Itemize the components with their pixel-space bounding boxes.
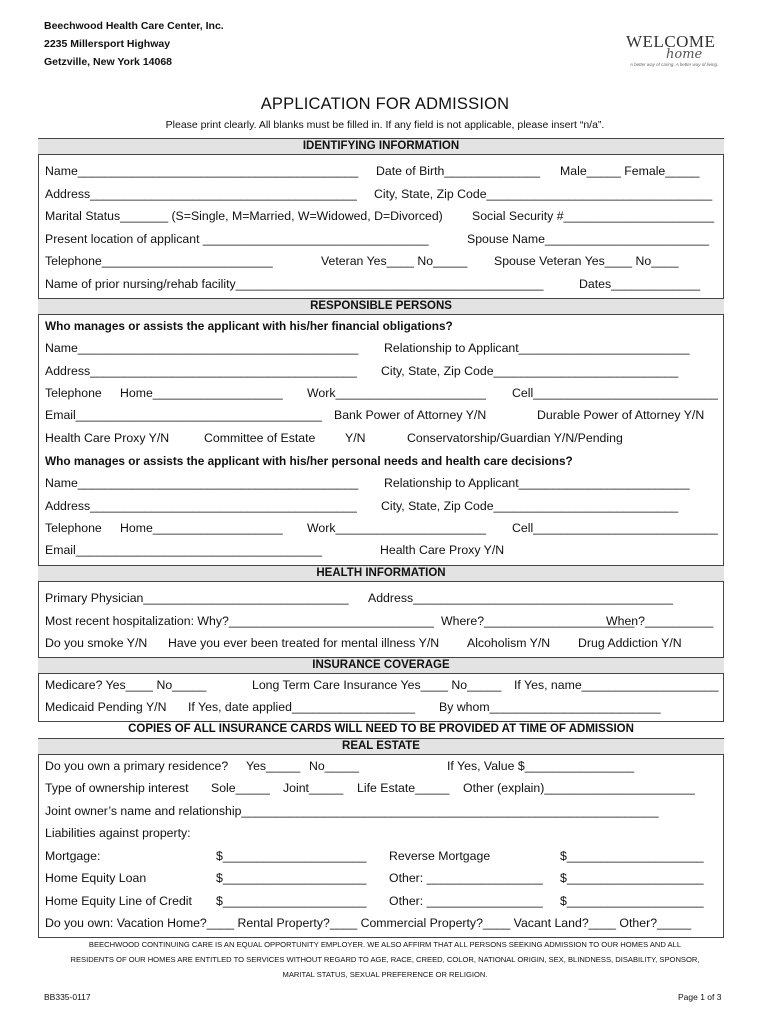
financial-home-phone-field[interactable]: Home___________________ — [120, 386, 283, 400]
financial-question: Who manages or assists the applicant with his/her financial obligations? — [45, 319, 453, 333]
telephone-field[interactable]: Telephone_________________________ — [45, 254, 273, 268]
bank-poa-field[interactable]: Bank Power of Attorney Y/N — [334, 408, 487, 422]
hospitalization-why-field[interactable]: Most recent hospitalization: Why?______________________________ — [45, 614, 435, 628]
drug-addiction-field[interactable]: Drug Addiction Y/N — [578, 636, 682, 650]
personal-work-phone-field[interactable]: Work______________________ — [307, 521, 486, 535]
section-identifying: IDENTIFYING INFORMATION — [38, 138, 724, 155]
prior-facility-field[interactable]: Name of prior nursing/rehab facility_____________________________________________ — [45, 277, 544, 291]
applicant-name-field[interactable]: Name_________________________________________ — [45, 164, 359, 178]
ltc-name-field[interactable]: If Yes, name____________________ — [514, 678, 719, 692]
ltc-insurance-field[interactable]: Long Term Care Insurance Yes____ No_____ — [252, 678, 502, 692]
org-name: Beechwood Health Care Center, Inc. — [44, 20, 224, 32]
committee-estate-label: Committee of Estate — [204, 431, 316, 445]
section-real-estate: REAL ESTATE — [38, 738, 724, 755]
personal-cell-phone-field[interactable]: Cell___________________________ — [512, 521, 718, 535]
committee-estate-yn[interactable]: Y/N — [345, 431, 366, 445]
physician-address-field[interactable]: Address______________________________________ — [368, 591, 673, 605]
org-city: Getzville, New York 14068 — [44, 56, 173, 68]
physician-field[interactable]: Primary Physician______________________________ — [45, 591, 349, 605]
welcome-home-logo: WELCOME home A better way of caring. A better way of living. — [626, 32, 719, 67]
financial-relationship-field[interactable]: Relationship to Applicant_________________________ — [384, 341, 690, 355]
joint-owner-field[interactable]: Joint owner’s name and relationship_____________________________________________________________ — [45, 804, 659, 818]
dob-field[interactable]: Date of Birth______________ — [376, 164, 541, 178]
home-equity-loan-amount-field[interactable]: $_____________________ — [216, 871, 367, 885]
page-number: Page 1 of 3 — [678, 992, 722, 1002]
eeo-statement-line1: BEECHWOOD CONTINUING CARE IS AN EQUAL OPPORTUNITY EMPLOYER. WE ALSO AFFIRM THAT ALL PERSONS SEEKING ADMISSION TO OUR HOMES AND ALL — [88, 940, 682, 949]
other-liability-2-field[interactable]: Other: _________________ — [389, 894, 543, 908]
personal-home-phone-field[interactable]: Home___________________ — [120, 521, 283, 535]
sex-field[interactable]: Male_____ Female_____ — [560, 164, 700, 178]
conservatorship-field[interactable]: Conservatorship/Guardian Y/N/Pending — [407, 431, 623, 445]
residence-value-field[interactable]: If Yes, Value $________________ — [447, 759, 635, 773]
hc-proxy-field[interactable]: Health Care Proxy Y/N — [45, 431, 170, 445]
financial-address-field[interactable]: Address_______________________________________ — [45, 364, 357, 378]
medicaid-date-field[interactable]: If Yes, date applied__________________ — [188, 700, 416, 714]
city-state-zip-field[interactable]: City, State, Zip Code_________________________________ — [374, 187, 713, 201]
alcoholism-field[interactable]: Alcoholism Y/N — [467, 636, 551, 650]
eeo-statement-line2: RESIDENTS OF OUR HOMES ARE ENTITLED TO SERVICES WITHOUT REGARD TO AGE, RACE, CREED, COLOR, NATIONAL ORIGIN, SEX, BLINDNESS, DISABILITY, SPONSOR, — [70, 955, 700, 964]
other-liability-1-field[interactable]: Other: _________________ — [389, 871, 543, 885]
personal-hc-proxy-field[interactable]: Health Care Proxy Y/N — [380, 543, 505, 557]
section-insurance: INSURANCE COVERAGE — [38, 657, 724, 674]
reverse-mortgage-label: Reverse Mortgage — [389, 849, 491, 863]
primary-residence-label: Do you own a primary residence? — [45, 759, 229, 773]
heloc-amount-field[interactable]: $_____________________ — [216, 894, 367, 908]
financial-city-field[interactable]: City, State, Zip Code___________________________ — [381, 364, 679, 378]
section-health: HEALTH INFORMATION — [38, 565, 724, 582]
personal-email-field[interactable]: Email____________________________________ — [45, 543, 322, 557]
ownership-other-field[interactable]: Other (explain)______________________ — [463, 781, 695, 795]
reverse-mortgage-amount-field[interactable]: $____________________ — [560, 849, 704, 863]
other-property-field[interactable]: Do you own: Vacation Home?____ Rental Property?____ Commercial Property?____ Vacant Land?____ Other?_____ — [45, 916, 692, 930]
mortgage-label: Mortgage: — [45, 849, 101, 863]
primary-residence-no[interactable]: No_____ — [309, 759, 359, 773]
marital-status-field[interactable]: Marital Status_______ (S=Single, M=Married, W=Widowed, D=Divorced) — [45, 209, 443, 223]
hospitalization-when-field[interactable]: When?__________ — [606, 614, 714, 628]
medicare-field[interactable]: Medicare? Yes____ No_____ — [45, 678, 207, 692]
instructions: Please print clearly. All blanks must be filled in. If any field is not applicable, please insert “n/a”. — [165, 119, 605, 131]
eeo-statement-line3: MARITAL STATUS, SEXUAL PREFERENCE OR RELIGION. — [282, 970, 488, 979]
cards-notice: COPIES OF ALL INSURANCE CARDS WILL NEED TO BE PROVIDED AT TIME OF ADMISSION — [38, 721, 724, 738]
medicaid-by-whom-field[interactable]: By whom_________________________ — [439, 700, 661, 714]
spouse-name-field[interactable]: Spouse Name________________________ — [467, 232, 710, 246]
personal-city-field[interactable]: City, State, Zip Code___________________________ — [381, 499, 679, 513]
primary-residence-yes[interactable]: Yes_____ — [246, 759, 301, 773]
smoke-field[interactable]: Do you smoke Y/N — [45, 636, 148, 650]
hospitalization-where-field[interactable]: Where?______________________ — [441, 614, 635, 628]
page-title: APPLICATION FOR ADMISSION — [260, 95, 510, 113]
section-responsible: RESPONSIBLE PERSONS — [38, 298, 724, 315]
ssn-field[interactable]: Social Security #______________________ — [472, 209, 715, 223]
financial-email-field[interactable]: Email____________________________________ — [45, 408, 322, 422]
org-street: 2235 Millersport Highway — [44, 38, 171, 50]
veteran-field[interactable]: Veteran Yes____ No_____ — [321, 254, 468, 268]
ownership-life-estate[interactable]: Life Estate_____ — [357, 781, 450, 795]
financial-work-phone-field[interactable]: Work______________________ — [307, 386, 486, 400]
personal-name-field[interactable]: Name_________________________________________ — [45, 476, 359, 490]
spouse-veteran-field[interactable]: Spouse Veteran Yes____ No____ — [494, 254, 679, 268]
financial-telephone-label: Telephone — [45, 386, 102, 400]
ownership-type-label: Type of ownership interest — [45, 781, 189, 795]
durable-poa-field[interactable]: Durable Power of Attorney Y/N — [537, 408, 705, 422]
form-code: BB335-0117 — [44, 992, 91, 1002]
liabilities-label: Liabilities against property: — [45, 826, 191, 840]
ownership-joint[interactable]: Joint_____ — [283, 781, 344, 795]
personal-relationship-field[interactable]: Relationship to Applicant_________________________ — [384, 476, 690, 490]
present-location-field[interactable]: Present location of applicant _________________________________ — [45, 232, 429, 246]
home-equity-loan-label: Home Equity Loan — [45, 871, 147, 885]
financial-name-field[interactable]: Name_________________________________________ — [45, 341, 359, 355]
address-field[interactable]: Address_______________________________________ — [45, 187, 357, 201]
heloc-label: Home Equity Line of Credit — [45, 894, 192, 908]
financial-cell-phone-field[interactable]: Cell___________________________ — [512, 386, 718, 400]
mortgage-amount-field[interactable]: $_____________________ — [216, 849, 367, 863]
other-liability-1-amount-field[interactable]: $____________________ — [560, 871, 704, 885]
personal-question: Who manages or assists the applicant with his/her personal needs and health care decisions? — [45, 454, 573, 468]
personal-telephone-label: Telephone — [45, 521, 102, 535]
mental-illness-field[interactable]: Have you ever been treated for mental illness Y/N — [168, 636, 440, 650]
personal-address-field[interactable]: Address_______________________________________ — [45, 499, 357, 513]
other-liability-2-amount-field[interactable]: $____________________ — [560, 894, 704, 908]
ownership-sole[interactable]: Sole_____ — [211, 781, 270, 795]
dates-field[interactable]: Dates_____________ — [579, 277, 701, 291]
medicaid-pending-field[interactable]: Medicaid Pending Y/N — [45, 700, 167, 714]
